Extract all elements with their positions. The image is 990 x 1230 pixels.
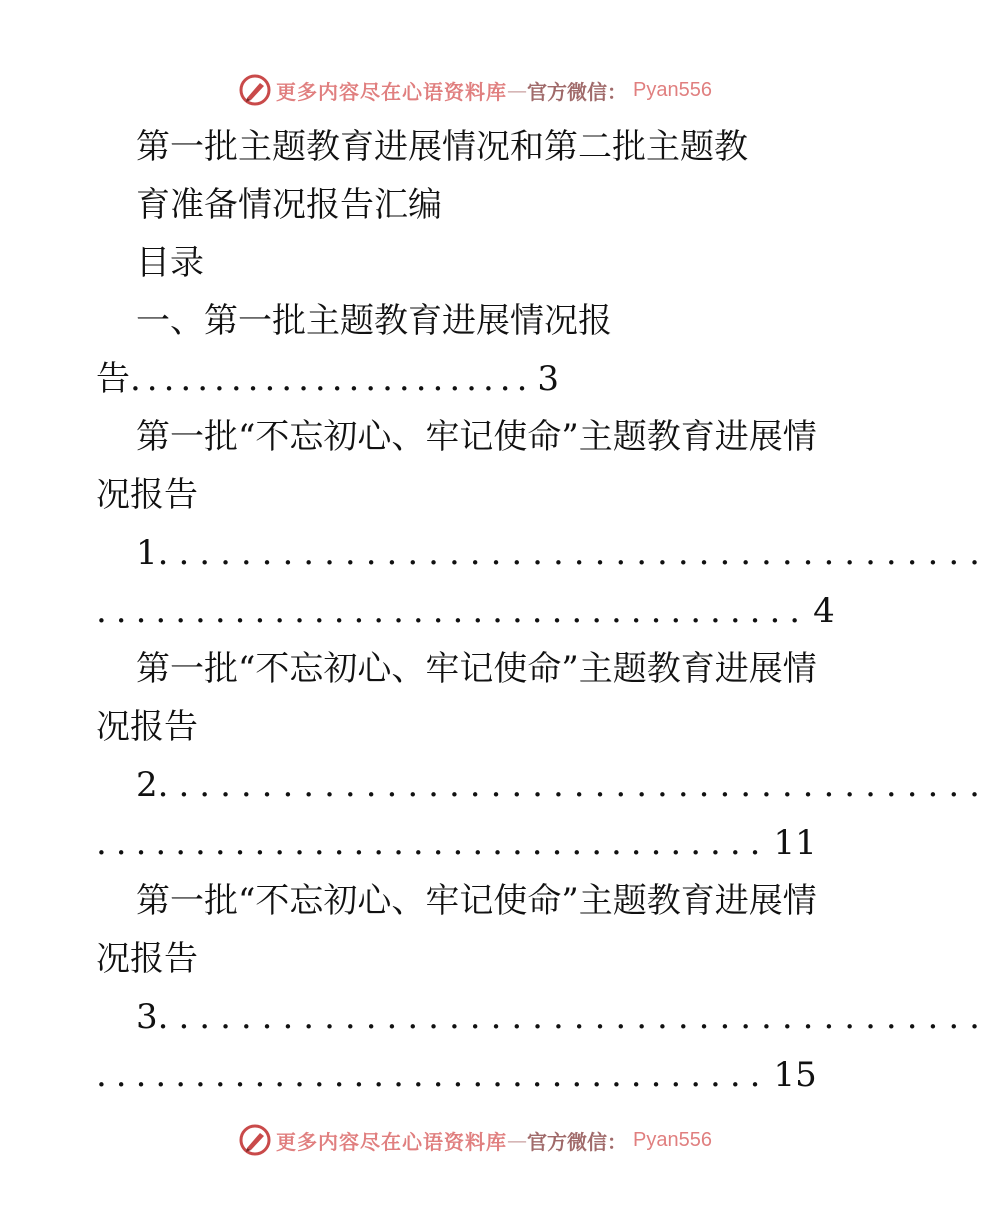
toc-entry-2-label-end: 况报告 bbox=[96, 475, 198, 515]
toc-leader-dots: .................................. bbox=[96, 1055, 770, 1095]
watermark-wechat-label: 官方微信： bbox=[527, 1129, 628, 1154]
toc-entry-3-label: 第一批“不忘初心、牢记使命”主题教育进展情 bbox=[136, 649, 817, 689]
toc-page-number: 11 bbox=[773, 823, 817, 863]
toc-leader-dots: ........................................ bbox=[157, 765, 990, 805]
watermark-banner-top bbox=[0, 70, 950, 110]
toc-entry-3-number-line bbox=[96, 756, 990, 814]
toc-entry-4-label-end: 况报告 bbox=[96, 939, 198, 979]
doc-title-line-1: 第一批主题教育进展情况和第二批主题教 bbox=[136, 127, 748, 167]
toc-entry-3-label-end: 况报告 bbox=[96, 707, 198, 747]
toc-entry-4-page-line bbox=[96, 1046, 856, 1104]
pen-logo-icon bbox=[238, 73, 272, 107]
document-body bbox=[96, 118, 990, 1104]
toc-entry-2-page-line bbox=[96, 582, 856, 640]
watermark-wechat-id: Pyan556 bbox=[633, 78, 712, 101]
toc-entry-number: 1 bbox=[136, 533, 158, 573]
toc-leader-dots: .................................... bbox=[96, 591, 810, 631]
toc-page-number: 4 bbox=[813, 591, 835, 631]
watermark-dash: — bbox=[507, 1128, 528, 1152]
watermark-dash: — bbox=[507, 78, 528, 102]
toc-leader-dots: ........................................ bbox=[157, 533, 990, 573]
toc-entry-number: 2 bbox=[136, 765, 158, 805]
toc-entry-2-label: 第一批“不忘初心、牢记使命”主题教育进展情 bbox=[136, 417, 817, 457]
toc-heading: 目录 bbox=[136, 243, 204, 283]
toc-entry-1-label-end: 告 bbox=[96, 359, 130, 399]
watermark-text: 更多内容尽在心语资料库 bbox=[276, 1129, 508, 1154]
toc-entry-1-label: 一、第一批主题教育进展情况报 bbox=[136, 301, 612, 341]
watermark-text: 更多内容尽在心语资料库 bbox=[276, 79, 508, 104]
watermark-banner-bottom bbox=[0, 1120, 950, 1160]
toc-leader-dots: .................................. bbox=[96, 823, 770, 863]
toc-page-number: 15 bbox=[773, 1055, 817, 1095]
toc-entry-3-page-line bbox=[96, 814, 856, 872]
watermark-wechat-label: 官方微信： bbox=[527, 79, 628, 104]
watermark-wechat-id: Pyan556 bbox=[633, 1128, 712, 1151]
toc-entry-4-label: 第一批“不忘初心、牢记使命”主题教育进展情 bbox=[136, 881, 817, 921]
toc-entry-4-number-line bbox=[96, 988, 990, 1046]
toc-entry-number: 3 bbox=[136, 997, 158, 1037]
doc-title-line-2: 育准备情况报告汇编 bbox=[136, 185, 442, 225]
pen-logo-icon bbox=[238, 1123, 272, 1157]
toc-leader-dots: ........................ bbox=[130, 359, 534, 399]
toc-page-number: 3 bbox=[537, 359, 560, 399]
toc-entry-1-line bbox=[96, 350, 856, 408]
toc-entry-2-number-line bbox=[96, 524, 990, 582]
toc-leader-dots: ........................................ bbox=[157, 997, 990, 1037]
